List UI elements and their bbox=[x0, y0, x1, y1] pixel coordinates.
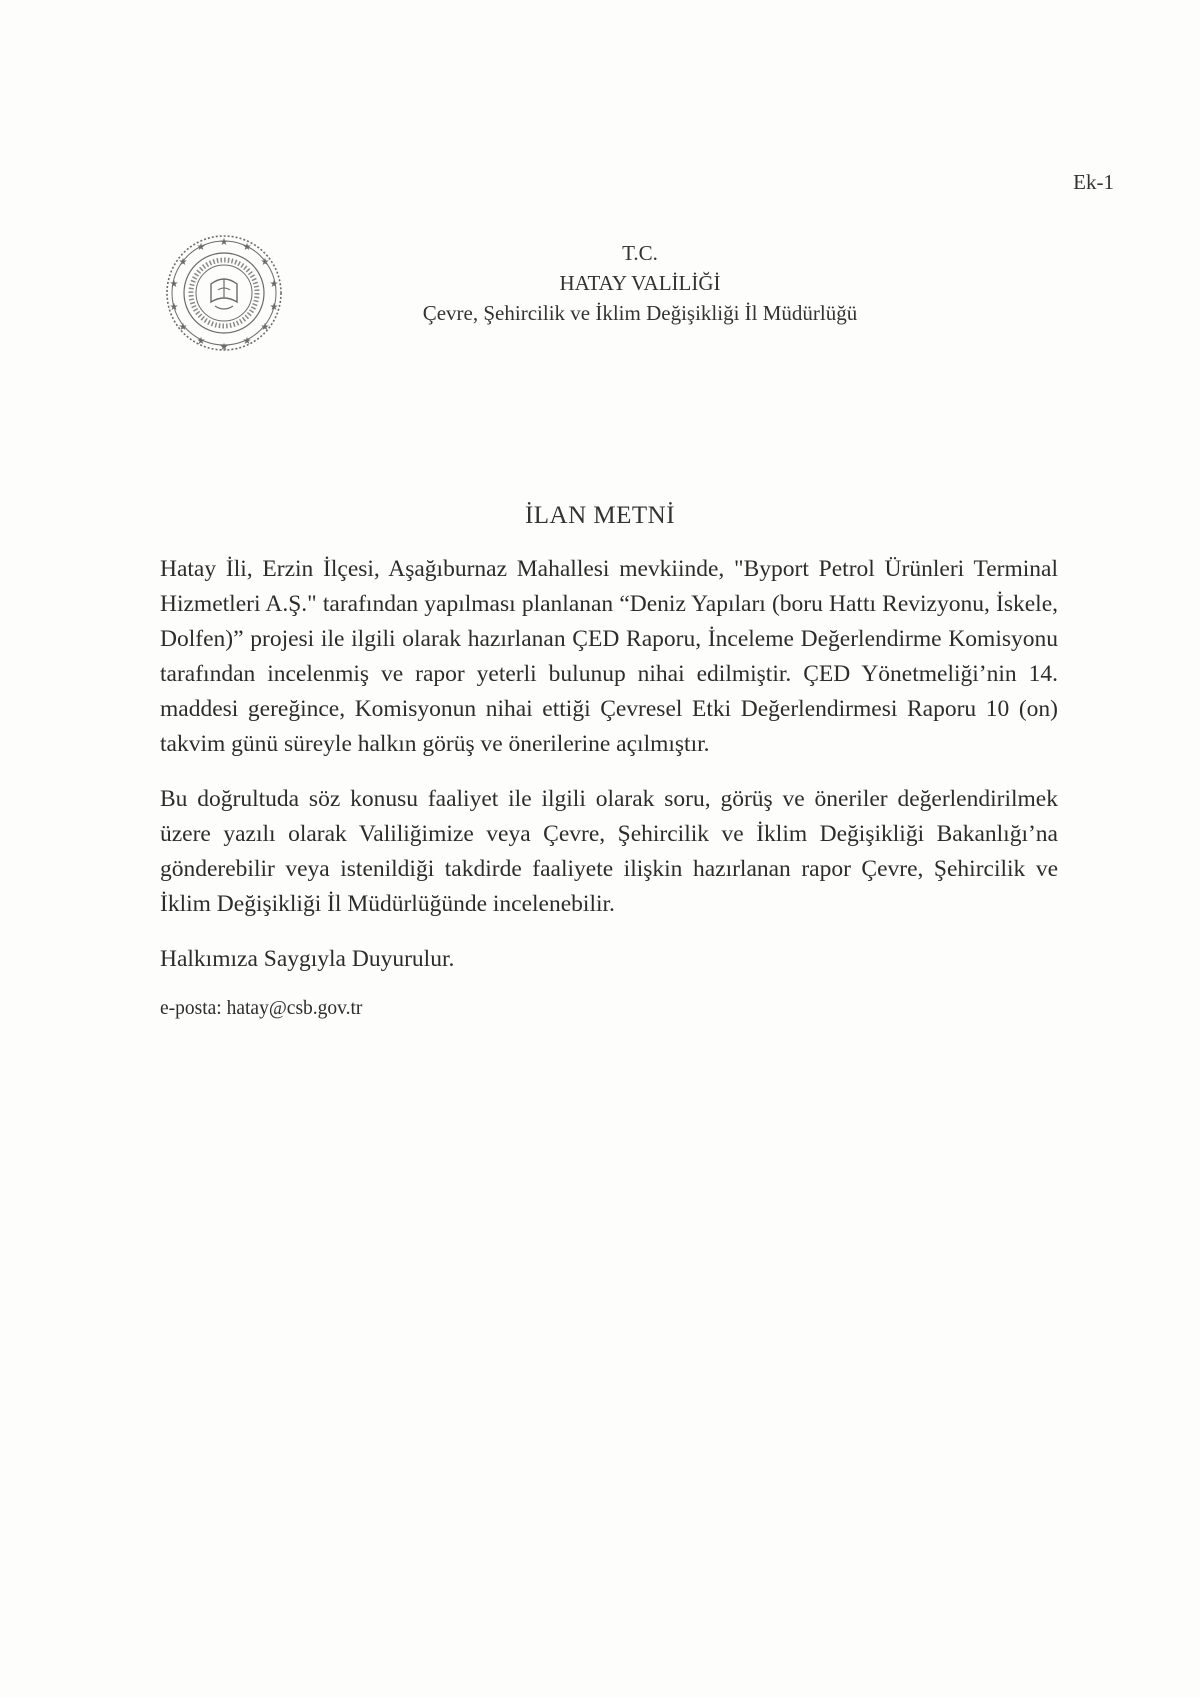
svg-text:★: ★ bbox=[196, 242, 206, 253]
svg-text:★: ★ bbox=[169, 279, 179, 290]
svg-text:★: ★ bbox=[260, 322, 270, 333]
svg-text:★: ★ bbox=[196, 336, 206, 347]
ministry-seal-icon bbox=[163, 232, 285, 354]
svg-text:★: ★ bbox=[260, 257, 270, 268]
svg-text:★: ★ bbox=[269, 302, 279, 313]
svg-text:★: ★ bbox=[242, 336, 252, 347]
announcement-paragraph-2: Bu doğrultuda söz konusu faaliyet ile ilgili olarak soru, görüş ve öneriler değerlendirilmek üzere yazılı olarak Valiliğimize veya Çevre, Şehircilik ve İklim Değişikliği Bakanlığı’na gönderebilir veya istenildiği takdirde faaliyete ilişkin hazırlanan rapor Çevre, Şehircilik ve İklim Değişikliği İl Müdürlüğünde incelenebilir. bbox=[160, 786, 1058, 917]
letterhead bbox=[300, 238, 980, 328]
letterhead-directorate: Çevre, Şehircilik ve İklim Değişikliği İl Müdürlüğü bbox=[422, 301, 858, 325]
annex-label: Ek-1 bbox=[1073, 170, 1114, 194]
announcement-paragraph-1: Hatay İli, Erzin İlçesi, Aşağıburnaz Mahallesi mevkiinde, "Byport Petrol Ürünleri Terminal Hizmetleri A.Ş." tarafından yapılması planlanan “Deniz Yapıları (boru Hattı Revizyonu, İskele, Dolfen)” projesi ile ilgili olarak hazırlanan ÇED Raporu, İnceleme Değerlendirme Komisyonu tarafından incelenmiş ve rapor yeterli bulunup nihai edilmiştir. ÇED Yönetmeliği’nin 14. maddesi gereğince, Komisyonun nihai ettiği Çevresel Etki Değerlendirmesi Raporu 10 (on) takvim günü süreyle halkın görüş ve önerilerine açılmıştır. bbox=[160, 556, 1058, 757]
svg-text:★: ★ bbox=[169, 302, 179, 313]
letterhead-tc: T.C. bbox=[622, 241, 658, 265]
svg-text:★: ★ bbox=[178, 257, 188, 268]
svg-text:★: ★ bbox=[219, 237, 229, 248]
page-title: İLAN METNİ bbox=[524, 502, 676, 529]
announcement-body bbox=[160, 552, 1058, 1026]
closing-line: Halkımıza Saygıyla Duyurulur. bbox=[160, 946, 455, 972]
letterhead-governorship: HATAY VALİLİĞİ bbox=[559, 271, 721, 295]
svg-text:★: ★ bbox=[269, 279, 279, 290]
svg-text:★: ★ bbox=[242, 242, 252, 253]
contact-email: e-posta: hatay@csb.gov.tr bbox=[160, 998, 363, 1019]
svg-text:★: ★ bbox=[219, 342, 229, 353]
svg-text:★: ★ bbox=[178, 322, 188, 333]
